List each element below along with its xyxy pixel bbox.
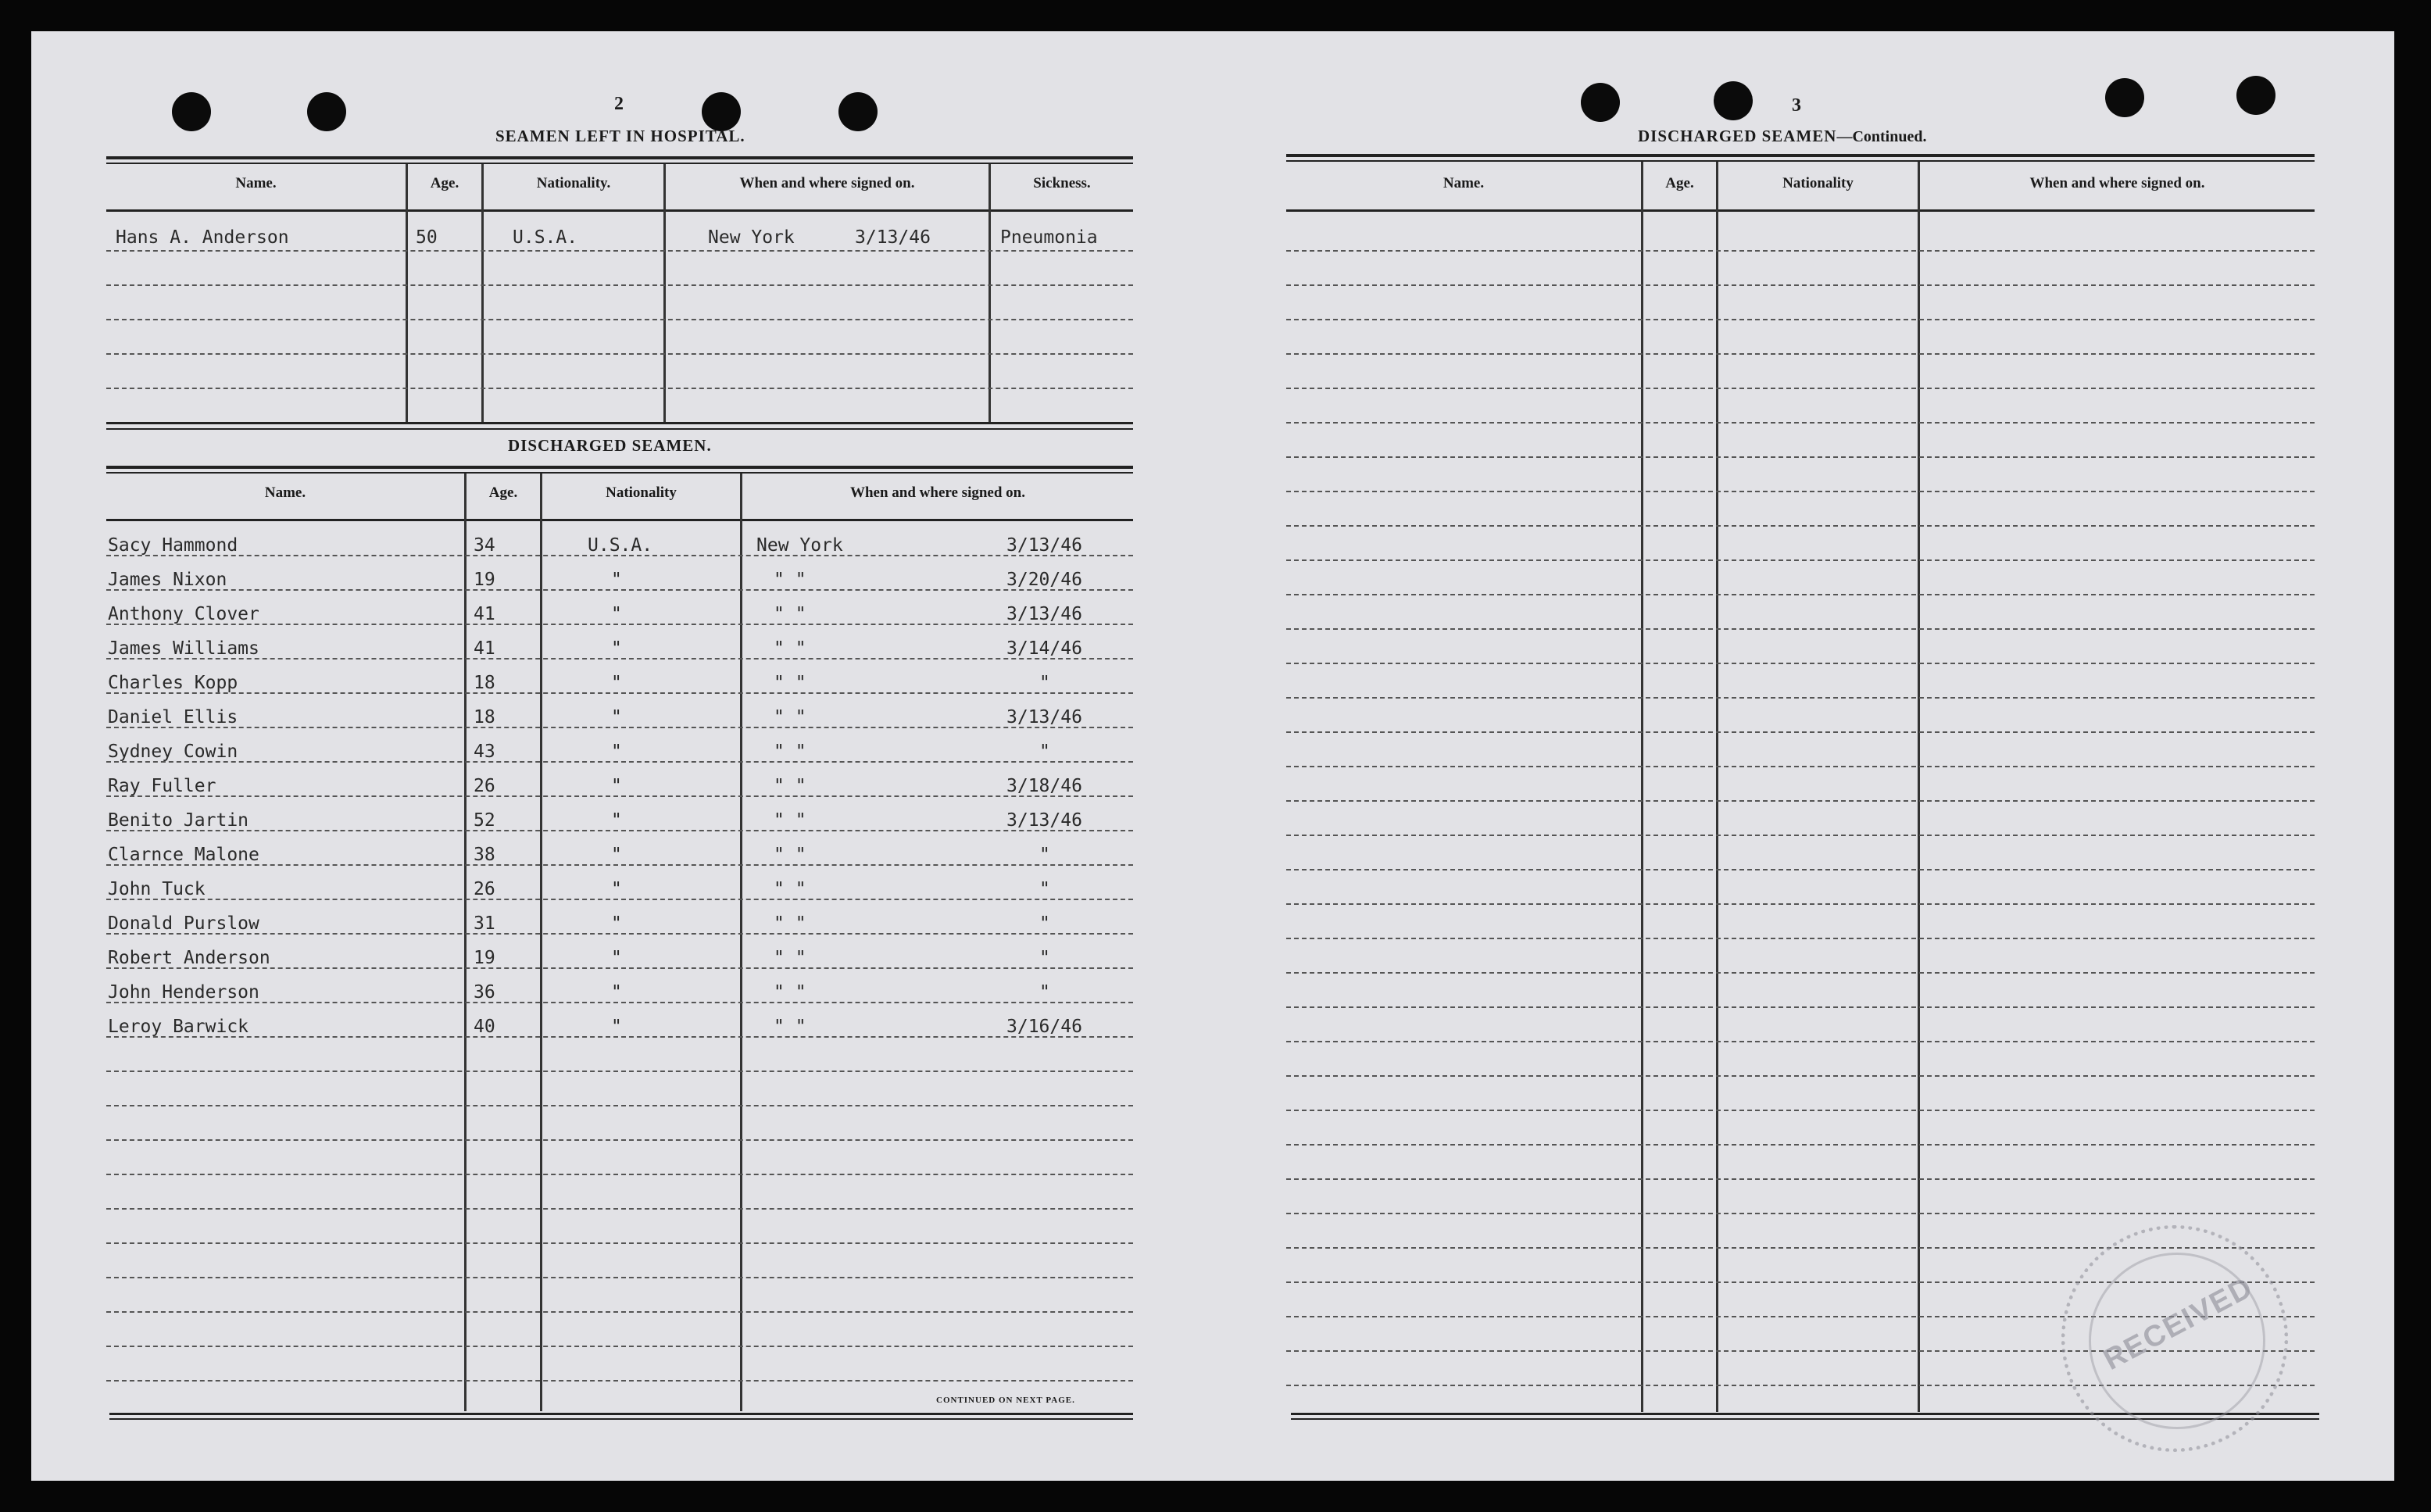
continued-header-age: Age. <box>1665 175 1694 191</box>
document-sheet <box>31 31 2394 1481</box>
discharged-row-place: " " <box>774 948 806 968</box>
discharged-row-place: " " <box>774 707 806 727</box>
row-line <box>1286 663 2315 664</box>
row-line <box>1286 250 2315 252</box>
discharged-row-date: 3/13/46 <box>1006 810 1082 831</box>
rule <box>106 422 1133 424</box>
hospital-header-age: Age. <box>430 175 459 191</box>
discharged-row-date: " <box>1039 845 1050 865</box>
discharged-row-age: 41 <box>474 638 495 659</box>
row-line <box>106 388 1133 389</box>
discharged-row-place: " " <box>774 742 806 762</box>
continued-header-name: Name. <box>1443 175 1485 191</box>
row-line <box>1286 800 2315 802</box>
discharged-row-name: James Williams <box>108 638 259 659</box>
discharged-row-age: 36 <box>474 982 495 1003</box>
row-line <box>106 1311 1133 1313</box>
discharged-row-nationality: " <box>611 913 622 934</box>
continued-header-nationality: Nationality <box>1782 175 1854 191</box>
hospital-row-age: 50 <box>416 227 438 248</box>
discharged-row-place: " " <box>774 1017 806 1037</box>
discharged-row-place: " " <box>774 638 806 659</box>
row-line <box>1286 388 2315 389</box>
rule <box>106 428 1133 430</box>
discharged-header-name: Name. <box>264 484 306 501</box>
discharged-row-place: " " <box>774 776 806 796</box>
column-divider <box>663 164 666 422</box>
discharged-header-age: Age. <box>488 484 518 501</box>
discharged-row-name: Robert Anderson <box>108 948 270 968</box>
row-line <box>1286 422 2315 424</box>
row-line <box>1286 1075 2315 1077</box>
row-line <box>1286 972 2315 974</box>
discharged-row-name: Anthony Clover <box>108 604 259 624</box>
rule <box>106 466 1133 469</box>
row-line <box>1286 731 2315 733</box>
discharged-row-place: " " <box>774 673 806 693</box>
row-line <box>1286 353 2315 355</box>
hospital-header-nationality: Nationality. <box>536 175 611 191</box>
row-line <box>1286 869 2315 870</box>
row-line <box>1286 594 2315 595</box>
punch-hole <box>1581 83 1620 122</box>
discharged-row-date: 3/18/46 <box>1006 776 1082 796</box>
hospital-header-name: Name. <box>235 175 277 191</box>
row-line <box>106 1174 1133 1175</box>
row-line <box>1286 456 2315 458</box>
discharged-row-nationality: " <box>611 604 622 624</box>
hospital-header-sickness: Sickness. <box>1033 175 1091 191</box>
discharged-row-age: 18 <box>474 707 495 727</box>
punch-hole <box>838 92 878 131</box>
discharged-row-place: " " <box>774 570 806 590</box>
discharged-row-nationality: " <box>611 673 622 693</box>
discharged-row-place: " " <box>774 810 806 831</box>
rule <box>109 1413 1133 1415</box>
discharged-row-place: " " <box>774 845 806 865</box>
row-line <box>106 1242 1133 1244</box>
hospital-row-date: 3/13/46 <box>855 227 931 248</box>
discharged-row-age: 19 <box>474 570 495 590</box>
discharged-row-date: 3/13/46 <box>1006 604 1082 624</box>
discharged-row-nationality: U.S.A. <box>588 535 653 556</box>
discharged-row-nationality: " <box>611 707 622 727</box>
hospital-row-sickness: Pneumonia <box>1000 227 1098 248</box>
punch-hole <box>307 92 346 131</box>
punch-hole <box>1714 81 1753 120</box>
row-line <box>1286 628 2315 630</box>
continued-section-title <box>1638 127 1926 146</box>
discharged-row-name: James Nixon <box>108 570 227 590</box>
discharged-row-date: 3/14/46 <box>1006 638 1082 659</box>
discharged-row-nationality: " <box>611 776 622 796</box>
discharged-row-date: " <box>1039 982 1050 1003</box>
discharged-row-place: " " <box>774 982 806 1003</box>
discharged-row-date: " <box>1039 673 1050 693</box>
column-divider <box>406 164 408 422</box>
row-line <box>1286 766 2315 767</box>
discharged-row-nationality: " <box>611 845 622 865</box>
hospital-header-signed-on: When and where signed on. <box>739 175 915 191</box>
discharged-row-date: " <box>1039 948 1050 968</box>
punch-hole <box>2105 78 2144 117</box>
column-divider <box>540 474 542 1411</box>
discharged-row-nationality: " <box>611 742 622 762</box>
discharged-row-date: 3/13/46 <box>1006 707 1082 727</box>
discharged-row-age: 38 <box>474 845 495 865</box>
row-line <box>106 319 1133 320</box>
row-line <box>106 1208 1133 1210</box>
continued-title-suffix: —Continued. <box>1836 128 1927 145</box>
row-line <box>106 353 1133 355</box>
discharged-row-age: 26 <box>474 879 495 899</box>
discharged-row-nationality: " <box>611 982 622 1003</box>
row-line <box>106 1380 1133 1382</box>
hospital-row-nationality: U.S.A. <box>513 227 578 248</box>
rule <box>1286 154 2315 157</box>
discharged-row-name: John Henderson <box>108 982 259 1003</box>
rule <box>109 1418 1133 1420</box>
discharged-row-age: 34 <box>474 535 495 556</box>
received-stamp <box>2061 1225 2288 1452</box>
discharged-row-name: John Tuck <box>108 879 206 899</box>
row-line <box>1286 1213 2315 1214</box>
row-line <box>106 1105 1133 1106</box>
discharged-row-nationality: " <box>611 879 622 899</box>
discharged-row-age: 43 <box>474 742 495 762</box>
rule <box>1286 160 2315 162</box>
discharged-row-place: " " <box>774 604 806 624</box>
discharged-row-name: Sydney Cowin <box>108 742 238 762</box>
row-line <box>106 1277 1133 1278</box>
punch-hole <box>702 92 741 131</box>
row-line <box>1286 1006 2315 1008</box>
column-divider <box>988 164 991 422</box>
continued-footer: CONTINUED ON NEXT PAGE. <box>936 1396 1075 1405</box>
discharged-row-age: 26 <box>474 776 495 796</box>
discharged-row-nationality: " <box>611 638 622 659</box>
discharged-row-age: 18 <box>474 673 495 693</box>
row-line <box>106 284 1133 286</box>
discharged-row-name: Ray Fuller <box>108 776 216 796</box>
right-page-number: 3 <box>1792 95 1801 116</box>
left-page-number: 2 <box>614 94 624 114</box>
discharged-row-date: " <box>1039 742 1050 762</box>
stamp-text: RECEIVED <box>2098 1271 2259 1377</box>
rule <box>106 156 1133 159</box>
discharged-row-age: 40 <box>474 1017 495 1037</box>
hospital-row-place: New York <box>708 227 795 248</box>
discharged-header-nationality: Nationality <box>606 484 677 501</box>
row-line <box>1286 697 2315 699</box>
discharged-header-signed-on: When and where signed on. <box>849 484 1025 501</box>
discharged-row-name: Leroy Barwick <box>108 1017 249 1037</box>
rule <box>106 472 1133 474</box>
row-line <box>1286 525 2315 527</box>
discharged-row-age: 19 <box>474 948 495 968</box>
row-line <box>1286 903 2315 905</box>
column-divider <box>740 474 742 1411</box>
row-line <box>1286 1110 2315 1111</box>
row-line <box>1286 284 2315 286</box>
punch-hole <box>2236 76 2275 115</box>
column-divider <box>1641 162 1643 1412</box>
discharged-row-name: Charles Kopp <box>108 673 238 693</box>
discharged-row-name: Donald Purslow <box>108 913 259 934</box>
discharged-row-name: Benito Jartin <box>108 810 249 831</box>
discharged-row-place: New York <box>756 535 843 556</box>
discharged-row-nationality: " <box>611 1017 622 1037</box>
row-line <box>1286 559 2315 561</box>
discharged-row-nationality: " <box>611 810 622 831</box>
discharged-section-title: DISCHARGED SEAMEN. <box>508 436 712 455</box>
discharged-row-date: " <box>1039 913 1050 934</box>
hospital-row-name: Hans A. Anderson <box>116 227 289 248</box>
rule <box>106 519 1133 521</box>
discharged-row-name: Clarnce Malone <box>108 845 259 865</box>
discharged-row-nationality: " <box>611 948 622 968</box>
discharged-row-nationality: " <box>611 570 622 590</box>
discharged-row-date: 3/20/46 <box>1006 570 1082 590</box>
continued-title-main: DISCHARGED SEAMEN <box>1638 127 1837 145</box>
column-divider <box>464 474 467 1411</box>
discharged-row-place: " " <box>774 913 806 934</box>
row-line <box>1286 491 2315 492</box>
rule <box>1286 209 2315 212</box>
hospital-section-title: SEAMEN LEFT IN HOSPITAL. <box>495 127 745 145</box>
discharged-row-age: 31 <box>474 913 495 934</box>
rule <box>106 163 1133 164</box>
row-line <box>106 1346 1133 1347</box>
rule <box>106 209 1133 212</box>
row-line <box>106 250 1133 252</box>
row-line <box>1286 1178 2315 1180</box>
discharged-row-age: 52 <box>474 810 495 831</box>
row-line <box>1286 1041 2315 1042</box>
discharged-row-date: 3/16/46 <box>1006 1017 1082 1037</box>
punch-hole <box>172 92 211 131</box>
discharged-row-date: 3/13/46 <box>1006 535 1082 556</box>
discharged-row-place: " " <box>774 879 806 899</box>
row-line <box>106 1071 1133 1072</box>
discharged-row-name: Sacy Hammond <box>108 535 238 556</box>
column-divider <box>481 164 484 422</box>
row-line <box>1286 319 2315 320</box>
continued-header-signed-on: When and where signed on. <box>2029 175 2205 191</box>
row-line <box>1286 835 2315 836</box>
row-line <box>106 1139 1133 1141</box>
column-divider <box>1716 162 1718 1412</box>
discharged-row-name: Daniel Ellis <box>108 707 238 727</box>
discharged-row-age: 41 <box>474 604 495 624</box>
row-line <box>1286 1144 2315 1146</box>
column-divider <box>1918 162 1920 1412</box>
row-line <box>1286 938 2315 939</box>
discharged-row-date: " <box>1039 879 1050 899</box>
